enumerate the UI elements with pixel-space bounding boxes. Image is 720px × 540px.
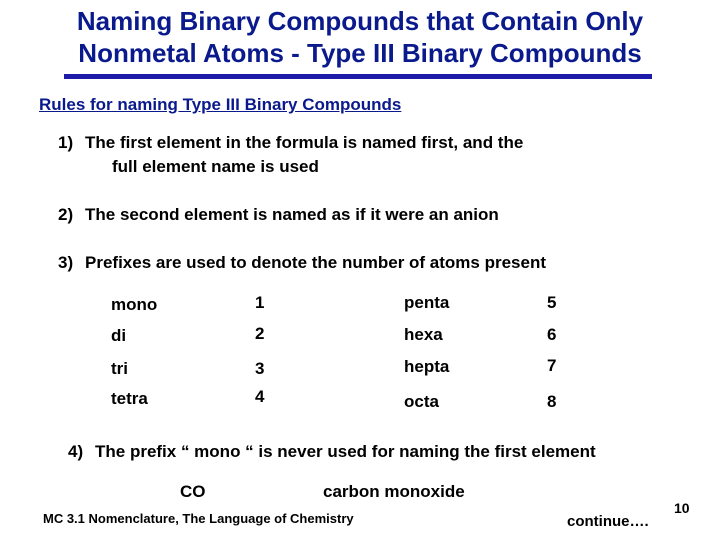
prefix-name: tetra <box>111 389 148 408</box>
prefix-name: octa <box>404 392 439 411</box>
prefix-value: 6 <box>547 325 557 344</box>
rule-1-number: 1) <box>58 133 74 152</box>
prefix-value: 1 <box>255 293 265 312</box>
rules-subheading: Rules for naming Type III Binary Compounds <box>39 95 402 114</box>
rule-4-text: The prefix “ mono “ is never used for naming the first element <box>95 442 596 461</box>
page-title-line-1: Naming Binary Compounds that Contain Only <box>76 6 644 36</box>
prefix-name: penta <box>404 293 450 312</box>
rule-3-number: 3) <box>58 253 74 272</box>
rule-4-number: 4) <box>68 442 84 461</box>
rule-2-number: 2) <box>58 205 74 224</box>
rule-2-text: The second element is named as if it were an anion <box>85 205 499 224</box>
prefix-name: tri <box>111 359 128 378</box>
prefix-name: hepta <box>404 357 450 376</box>
example-name: carbon monoxide <box>323 482 465 501</box>
title-underline-bar <box>64 74 652 79</box>
rule-1-text-cont: full element name is used <box>112 157 319 176</box>
prefix-value: 3 <box>255 359 265 378</box>
rule-1-text: The first element in the formula is named first, and the <box>85 133 524 152</box>
page-number: 10 <box>674 500 690 516</box>
prefix-name: hexa <box>404 325 443 344</box>
continue-label: continue…. <box>567 513 649 530</box>
footer-course-title: MC 3.1 Nomenclature, The Language of Chemistry <box>43 511 354 526</box>
example-formula: CO <box>180 482 206 501</box>
prefix-name: di <box>111 326 127 345</box>
prefix-value: 7 <box>547 356 557 375</box>
prefix-name: mono <box>111 295 158 314</box>
prefix-value: 2 <box>255 324 265 343</box>
rule-3-text: Prefixes are used to denote the number of atoms present <box>85 253 547 272</box>
page-title-line-2: Nonmetal Atoms - Type III Binary Compounds <box>78 38 642 68</box>
prefix-value: 5 <box>547 293 557 312</box>
prefix-value: 8 <box>547 392 557 411</box>
prefix-value: 4 <box>255 387 265 406</box>
